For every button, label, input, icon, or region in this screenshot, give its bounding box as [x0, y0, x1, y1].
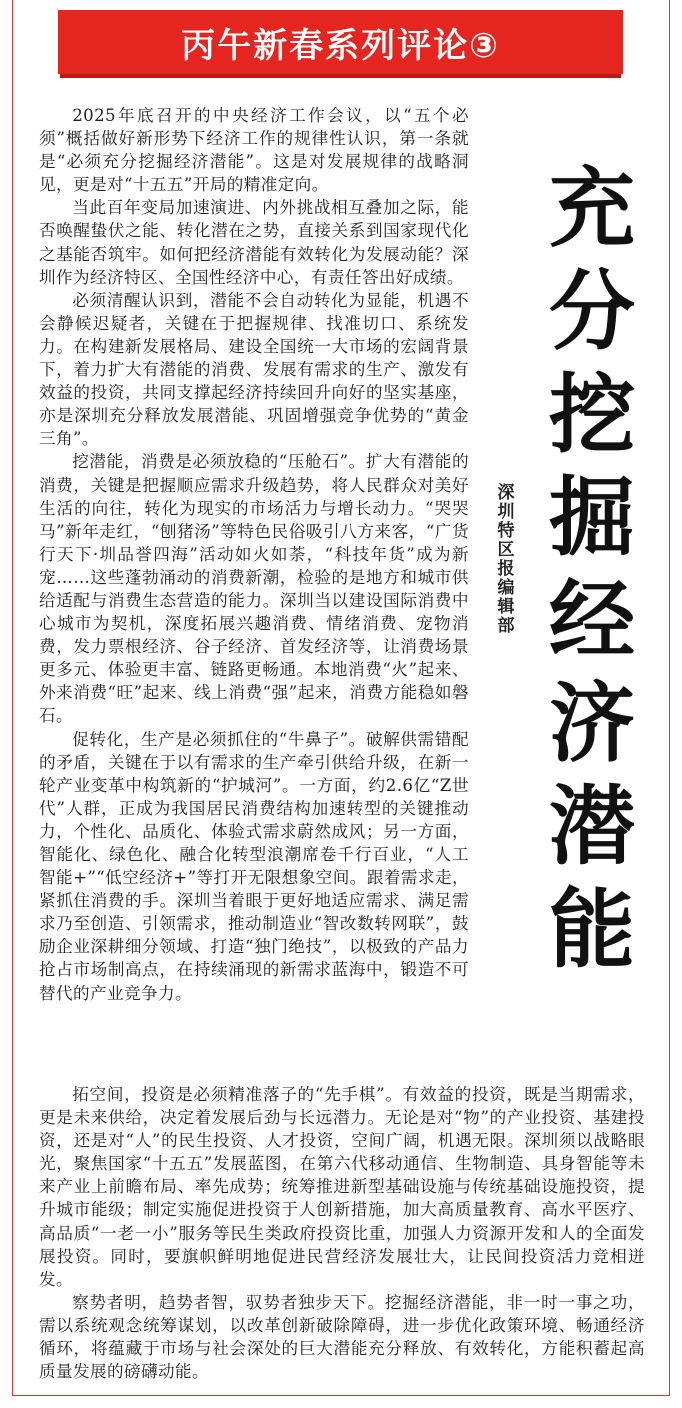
byline-char: 编 — [497, 578, 515, 598]
paragraph: 挖潜能，消费是必须放稳的“压舱石”。扩大有潜能的消费，关键是把握顺应需求升级趋势，将人民群众对美好生活的向往，转化为现实的市场活力与增长动力。“哭哭马”新年走红，“刨猪汤”等特色民俗吸引八方来客，“广货行天下·圳品誉四海”活动如火如荼，“科技年货”成为新宠……这些蓬勃涌动的消费新潮，检验的是地方和城市供给适配与消费生态营造的能力。深圳当以建设国际消费中心城市为契机，深度拓展兴趣消费、情绪消费、宠物消费，发力票根经济、谷子经济、首发经济等，让消费场景更多元、体验更丰富、链路更畅通。本地消费“火”起来、外来消费“旺”起来、线上消费“强”起来，消费方能稳如磐石。 — [39, 452, 469, 726]
headline-char: 经 — [549, 571, 635, 671]
headline-char: 济 — [549, 674, 635, 774]
headline-char: 充 — [549, 159, 635, 259]
byline-char: 圳 — [497, 502, 515, 522]
headline — [542, 158, 642, 982]
paragraph: 拓空间，投资是必须精准落子的“先手棋”。有效益的投资，既是当期需求，更是未来供给，决定着发展后劲与长远潜力。无论是对“物”的产业投资、基建投资，还是对“人”的民生投资、人才投资，空间广阔，机遇无限。深圳须以战略眼光，聚焦国家“十五五”发展蓝图，在第六代移动通信、生物制造、具身智能等未来产业上前瞻布局、率先成势；统筹推进新型基础设施与传统基础设施投资，提升城市能级；制定实施促进投资于人创新措施，加大高质量教育、高水平医疗、高品质“一老一小”服务等民生类政府投资比重，加强人力资源开发和人的全面发展投资。同时，要旗帜鲜明地促进民营经济发展壮大，让民间投资活力竞相迸发。 — [39, 1085, 645, 1289]
byline-char: 辑 — [497, 597, 515, 617]
byline-char: 区 — [497, 540, 515, 560]
article-body-wide — [39, 1083, 645, 1383]
headline-char: 能 — [549, 880, 635, 980]
page-border-left — [12, 0, 13, 1395]
article-body-narrow — [39, 104, 469, 1005]
series-title: 丙午新春系列评论③ — [181, 25, 500, 66]
paragraph: 当此百年变局加速演进、内外挑战相互叠加之际，能否唤醒蛰伏之能、转化潜在之势，直接关系到国家现代化之基能否筑牢。如何把经济潜能有效转化为发展动能？深圳作为经济特区、全国性经济中心，有责任答出好成绩。 — [39, 198, 469, 287]
byline-char: 特 — [497, 521, 515, 541]
byline-char: 深 — [497, 483, 515, 503]
headline-char: 挖 — [549, 365, 635, 465]
headline-char: 潜 — [549, 777, 635, 877]
page-border-bottom — [12, 1395, 670, 1396]
series-banner — [58, 10, 623, 74]
byline-char: 部 — [497, 616, 515, 636]
paragraph: 2025年底召开的中央经济工作会议，以“五个必须”概括做好新形势下经济工作的规律性认识，第一条就是“必须充分挖掘经济潜能”。这是对发展规律的战略洞见，更是对“十五五”开局的精准定向。 — [39, 106, 469, 195]
byline-char: 报 — [497, 559, 515, 579]
headline-char: 掘 — [549, 468, 635, 568]
paragraph: 察势者明，趋势者智，驭势者独步天下。挖掘经济潜能，非一时一事之功，需以系统观念统筹谋划，以改革创新破除障碍，进一步优化政策环境、畅通经济循环，将蕴藏于市场与社会深处的巨大潜能充分释放、有效转化，方能积蓄起高质量发展的磅礴动能。 — [39, 1292, 645, 1382]
headline-char: 分 — [549, 262, 635, 362]
paragraph: 必须清醒认识到，潜能不会自动转化为显能，机遇不会静候迟疑者，关键在于把握规律、找准切口、系统发力。在构建新发展格局、建设全国统一大市场的宏阔背景下，着力扩大有潜能的消费、发展有需求的生产、激发有效益的投资，共同支撑起经济持续回升向好的坚实基座，亦是深圳充分释放发展潜能、巩固增强竞争优势的“黄金三角”。 — [39, 290, 469, 449]
paragraph: 促转化，生产是必须抓住的“牛鼻子”。破解供需错配的矛盾，关键在于以有需求的生产牵引供给升级，在新一轮产业变革中构筑新的“护城河”。一方面，约2.6亿“Z世代”人群，正成为我国居民消费结构加速转型的关键推动力，个性化、品质化、体验式需求蔚然成风；另一方面，智能化、绿色化、融合化转型浪潮席卷千行百业，“人工智能+”“低空经济+”等打开无限想象空间。跟着需求走，紧抓住消费的手。深圳当着眼于更好地适应需求、满足需求乃至创造、引领需求，推动制造业“智改数转网联”，鼓励企业深耕细分领域、打造“独门绝技”，以极致的产品力抢占市场制高点，在持续涌现的新需求蓝海中，锻造不可替代的产业竞争力。 — [39, 729, 469, 1003]
page-border-right — [669, 0, 670, 1395]
byline — [494, 484, 518, 636]
